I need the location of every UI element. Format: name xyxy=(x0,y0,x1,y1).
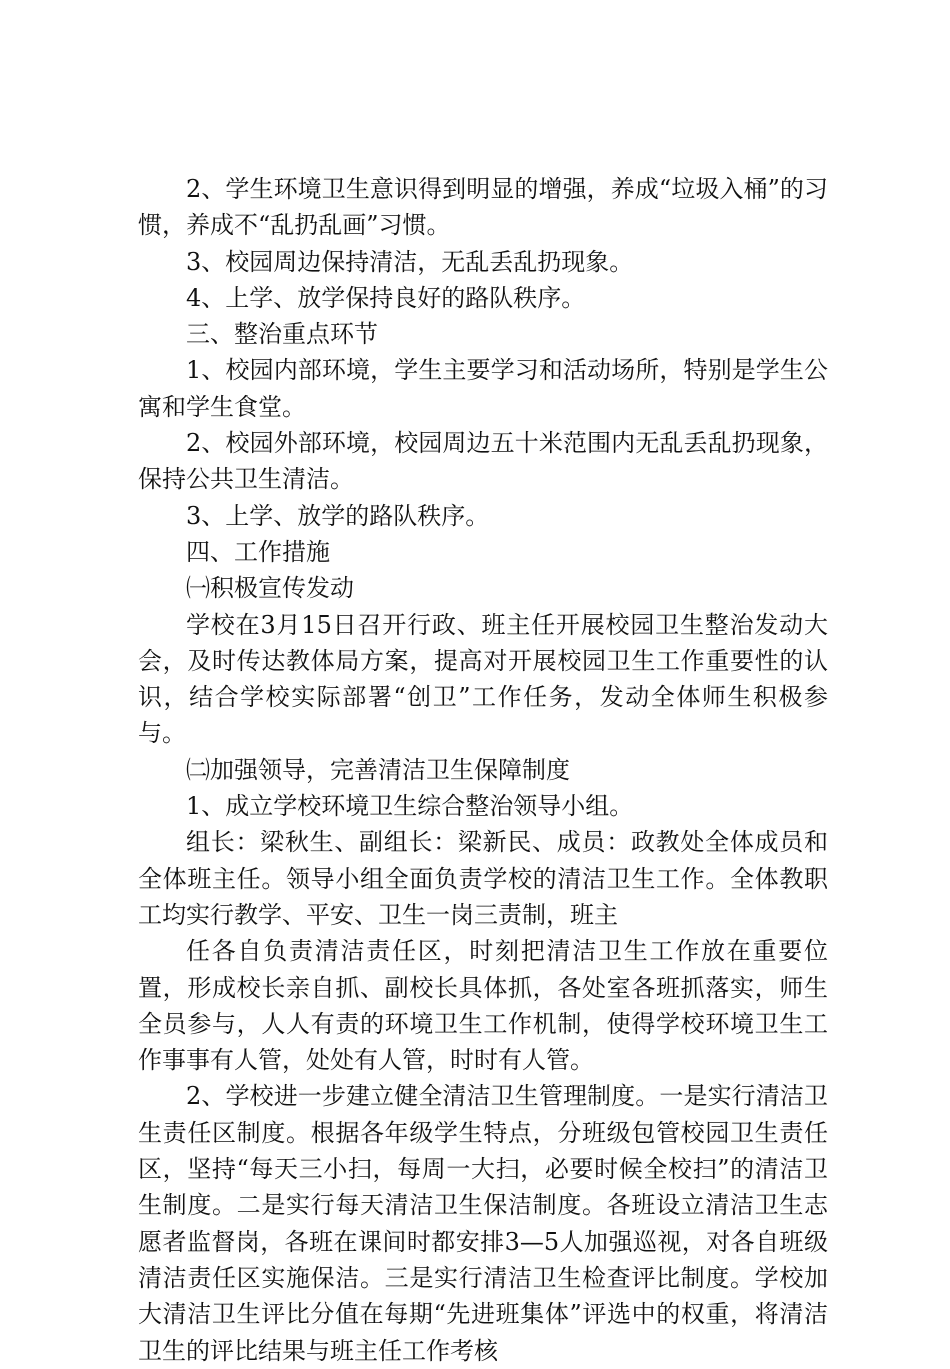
paragraph: 3、校园周边保持清洁，无乱丢乱扔现象。 xyxy=(186,247,634,276)
subsection-heading: ㈠积极宣传发动 xyxy=(186,574,354,603)
paragraph: 2、学生环境卫生意识得到明显的增强，养成“垃圾入桶”的习惯，养成不“乱扔乱画”习惯。 xyxy=(138,175,828,240)
paragraph: 3、上学、放学的路队秩序。 xyxy=(186,501,490,530)
paragraph: 1、校园内部环境，学生主要学习和活动场所，特别是学生公寓和学生食堂。 xyxy=(138,356,828,421)
paragraph: 2、学校进一步建立健全清洁卫生管理制度。一是实行清洁卫生责任区制度。根据各年级学生特点，分班级包管校园卫生责任区，坚持“每天三小扫，每周一大扫，必要时候全校扫”的清洁卫生制度。二是实行每天清洁卫生保洁制度。各班设立清洁卫生志愿者监督岗，各班在课间时都安排3—5人加强巡视，对各自班级清洁责任区实施保洁。三是实行清洁卫生检查评比制度。学校加大清洁卫生评比分值在每期“先进班集体”评选中的权重，将清洁卫生的评比结果与班主任工作考核 xyxy=(138,1082,828,1365)
section-heading: 三、整治重点环节 xyxy=(186,320,378,349)
section-heading: 四、工作措施 xyxy=(186,537,330,566)
paragraph: 学校在3月15日召开行政、班主任开展校园卫生整治发动大会，及时传达教体局方案，提高对开展校园卫生工作重要性的认识，结合学校实际部署“创卫”工作任务，发动全体师生积极参与。 xyxy=(138,610,828,748)
paragraph: 任各自负责清洁责任区，时刻把清洁卫生工作放在重要位置，形成校长亲自抓、副校长具体抓，各处室各班抓落实，师生全员参与，人人有责的环境卫生工作机制，使得学校环境卫生工作事事有人管，处处有人管，时时有人管。 xyxy=(138,937,828,1075)
paragraph: 组长：梁秋生、副组长：梁新民、成员：政教处全体成员和全体班主任。领导小组全面负责学校的清洁卫生工作。全体教职工均实行教学、平安、卫生一岗三责制，班主 xyxy=(138,828,828,929)
subsection-heading: ㈡加强领导，完善清洁卫生保障制度 xyxy=(186,755,570,784)
paragraph: 2、校园外部环境，校园周边五十米范围内无乱丢乱扔现象，保持公共卫生清洁。 xyxy=(138,429,828,494)
paragraph: 1、成立学校环境卫生综合整治领导小组。 xyxy=(186,792,634,821)
document-body xyxy=(138,171,828,1369)
paragraph: 4、上学、放学保持良好的路队秩序。 xyxy=(186,283,586,312)
